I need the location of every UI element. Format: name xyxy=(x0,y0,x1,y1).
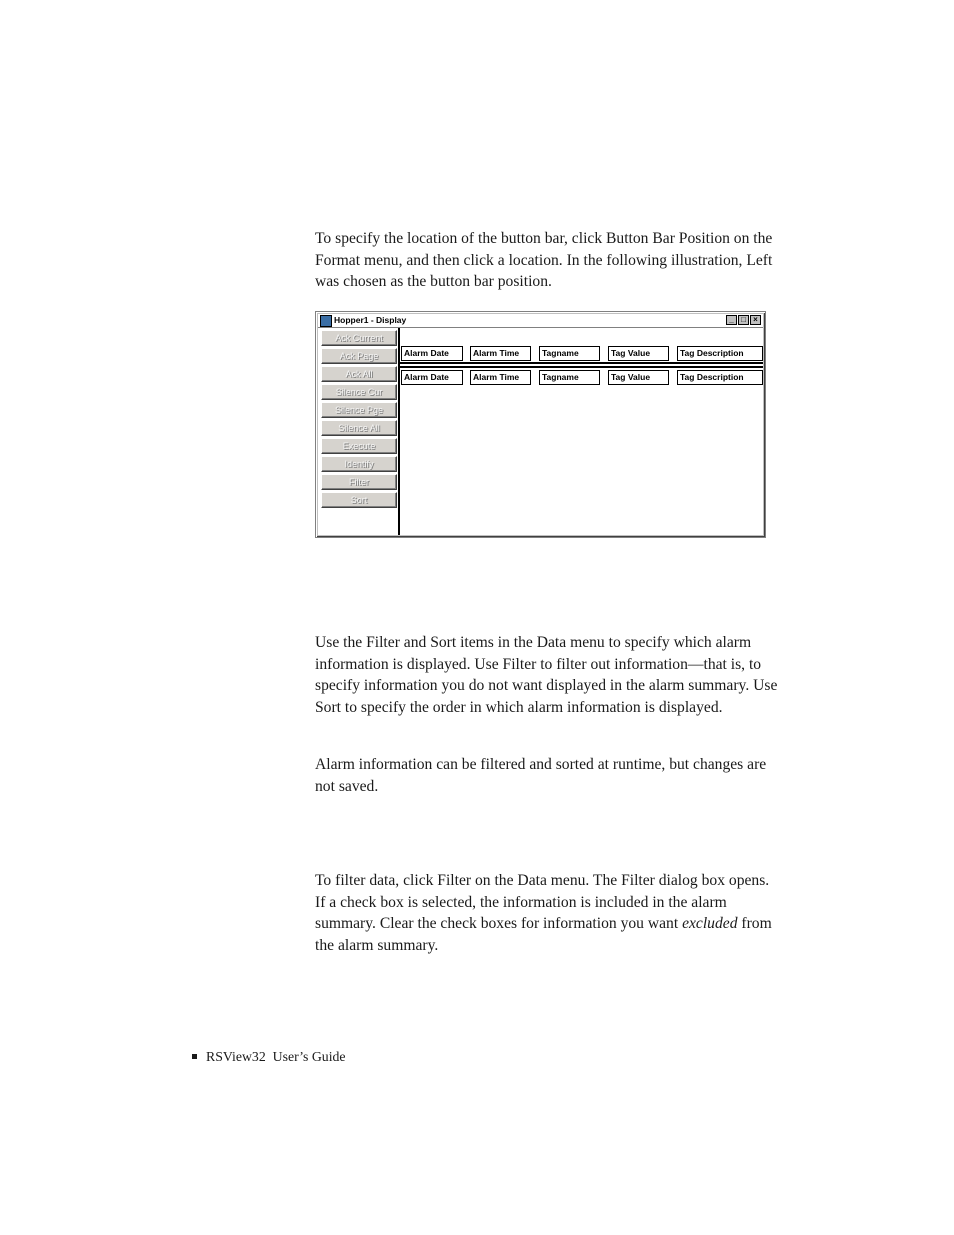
filter-data-text: To filter data, click Filter on the Data menu. The Filter dialog box opens. If a check box is selected, the information is included in the alarm summary. Clear the check boxes for information you want xyxy=(315,872,770,933)
alarm-list-pane[interactable] xyxy=(400,328,763,535)
filter-data-text-end: from the alarm summary. xyxy=(315,915,772,955)
sort-button[interactable]: Sort xyxy=(321,492,397,508)
row-alarm-time: Alarm Time xyxy=(470,370,531,385)
header-tag-value: Tag Value xyxy=(608,346,669,361)
runtime-note-paragraph: Alarm information can be filtered and sorted at runtime, but changes are not saved. xyxy=(315,756,767,795)
footer-guide-title: RSView32 User’s Guide xyxy=(206,1049,346,1064)
identify-button[interactable]: Identify xyxy=(321,456,397,472)
header-divider xyxy=(400,362,763,364)
row-alarm-date: Alarm Date xyxy=(401,370,463,385)
header-divider xyxy=(400,366,763,368)
bullet-icon xyxy=(192,1054,197,1059)
row-tag-description: Tag Description xyxy=(677,370,763,385)
header-tag-description: Tag Description xyxy=(677,346,763,361)
window-titlebar xyxy=(318,314,763,328)
button-bar-left xyxy=(318,328,400,535)
intro-paragraph: To specify the location of the button bar, click Button Bar Position on the Format menu, and then click a location. In the following illustration, Left was chosen as the button bar position. xyxy=(315,230,773,291)
excluded-emphasis: excluded xyxy=(682,915,738,933)
row-tag-value: Tag Value xyxy=(608,370,669,385)
execute-button[interactable]: Execute xyxy=(321,438,397,454)
header-alarm-time: Alarm Time xyxy=(470,346,531,361)
silence-all-button[interactable]: Silence All xyxy=(321,420,397,436)
ack-current-button[interactable]: Ack Current xyxy=(321,330,397,346)
page-footer xyxy=(192,1048,346,1066)
minimize-icon[interactable]: _ xyxy=(726,315,737,325)
app-icon xyxy=(320,315,332,327)
header-alarm-date: Alarm Date xyxy=(401,346,463,361)
maximize-icon[interactable]: □ xyxy=(738,315,749,325)
alarm-summary-screenshot xyxy=(315,311,766,538)
filter-sort-paragraph: Use the Filter and Sort items in the Data menu to specify which alarm information is displayed. Use Filter to filter out information—that is, to specify information you do not want displayed in the alarm summary. Use Sort to specify the order in which alarm information is displayed. xyxy=(315,634,778,717)
silence-pge-button[interactable]: Silence Pge xyxy=(321,402,397,418)
ack-all-button[interactable]: Ack All xyxy=(321,366,397,382)
silence-cur-button[interactable]: Silence Cur xyxy=(321,384,397,400)
window-title: Hopper1 - Display xyxy=(334,315,407,325)
close-icon[interactable]: × xyxy=(750,315,761,325)
filter-button[interactable]: Filter xyxy=(321,474,397,490)
row-tagname: Tagname xyxy=(539,370,600,385)
filter-data-paragraph xyxy=(315,870,781,957)
ack-page-button[interactable]: Ack Page xyxy=(321,348,397,364)
header-tagname: Tagname xyxy=(539,346,600,361)
